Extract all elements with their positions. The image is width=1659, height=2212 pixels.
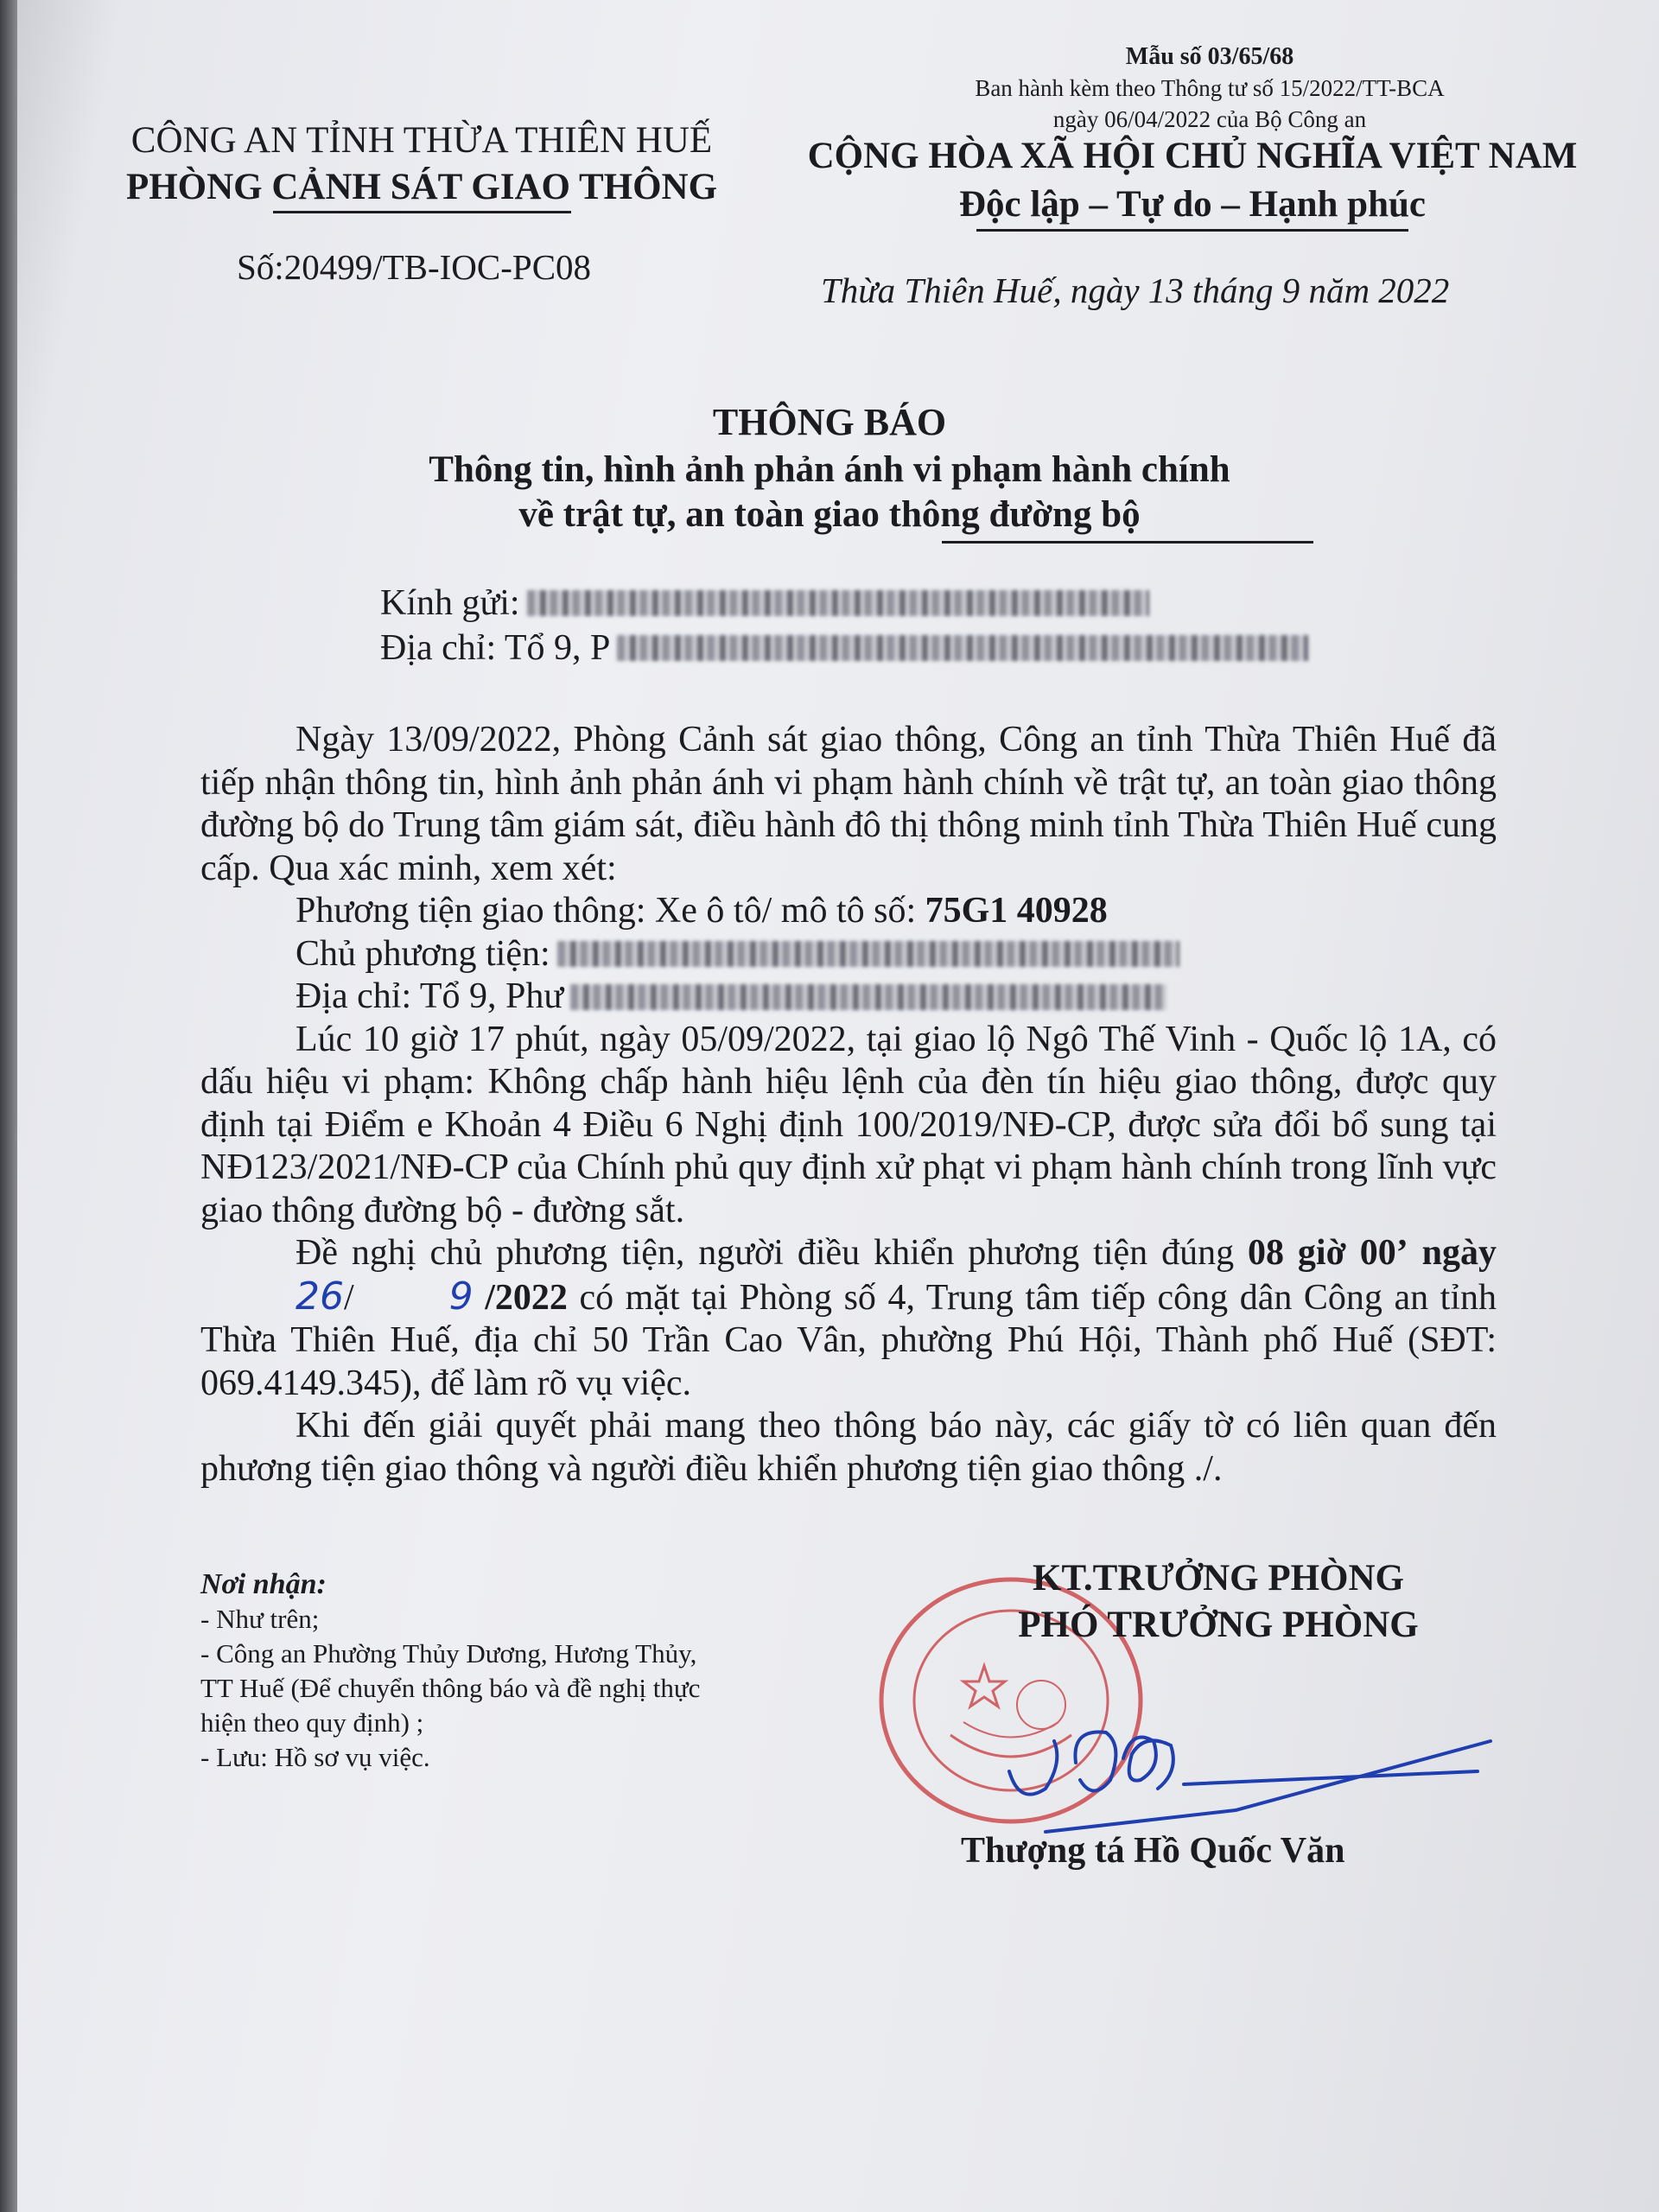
summons-text: Đề nghị chủ phương tiện, người điều khiển phương tiện đúng [296, 1233, 1248, 1273]
owner-label: Chủ phương tiện: [296, 933, 550, 974]
signature-block [916, 1555, 1521, 1649]
signature-title-2: PHÓ TRƯỞNG PHÒNG [1018, 1605, 1419, 1645]
recipient-item: - Công an Phường Thủy Dương, Hương Thủy, [200, 1638, 697, 1669]
place-date: Thừa Thiên Huế, ngày 13 tháng 9 năm 2022 [821, 270, 1450, 310]
notice-body [200, 719, 1497, 1491]
title-sub-1: Thông tin, hình ảnh phản ánh vi phạm hành chính [429, 449, 1230, 490]
recipient-item: hiện theo quy định) ; [200, 1707, 424, 1738]
national-header [743, 132, 1642, 232]
form-issued-by: Ban hành kèm theo Thông tư số 15/2022/TT-BCA [975, 75, 1445, 101]
handwritten-day: 26 [296, 1274, 344, 1319]
to-label: Kính gửi: [380, 583, 520, 623]
handwritten-signature [994, 1659, 1495, 1840]
form-issued-date: ngày 06/04/2022 của Bộ Công an [1052, 106, 1367, 132]
summons-location: có mặt tại Phòng số 4, Trung tâm tiếp công dân Công an tỉnh Thừa Thiên Huế, địa chỉ 50 Trần Cao Vân, phường Phú Hội, Thành phố Huế (SĐT: 069.4149.345), để làm rõ vụ việc. [200, 1277, 1497, 1403]
paragraph-summons [200, 1232, 1497, 1405]
owner-line [200, 933, 1497, 976]
vehicle-plate: 75G1 40928 [925, 891, 1108, 931]
issuer-underline [273, 211, 571, 213]
title-main: THÔNG BÁO [712, 401, 947, 443]
paragraph-instructions: Khi đến giải quyết phải mang theo thông báo này, các giấy tờ có liên quan đến phương tiện giao thông và người điều khiển phương tiện giao thông ./. [200, 1406, 1497, 1489]
handwritten-month: 9 [448, 1274, 474, 1319]
issuer-unit: PHÒNG CẢNH SÁT GIAO THÔNG [125, 167, 718, 207]
motto-underline [976, 229, 1408, 232]
redacted-recipient-name [527, 590, 1149, 616]
form-reference [899, 41, 1521, 135]
paragraph-violation: Lúc 10 giờ 17 phút, ngày 05/09/2022, tại giao lộ Ngô Thế Vinh - Quốc lộ 1A, có dấu hiệu vi phạm: Không chấp hành hiệu lệnh của đèn tín hiệu giao thông, được quy định tại Điểm e Khoản 4 Điều 6 Nghị định 100/2019/NĐ-CP, được sửa đổi bổ sung tại NĐ123/2021/NĐ-CP của Chính phủ quy định xử phạt vi phạm hành chính trong lĩnh vực giao thông đường bộ - đường sắt. [200, 1019, 1497, 1230]
paragraph-received: Ngày 13/09/2022, Phòng Cảnh sát giao thông, Công an tỉnh Thừa Thiên Huế đã tiếp nhận thông tin, hình ảnh phản ánh vi phạm hành chính về trật tự, an toàn giao thông đường bộ do Trung tâm giám sát, điều hành đô thị thông minh tỉnh Thừa Thiên Huế cung cấp. Qua xác minh, xem xét: [200, 720, 1497, 888]
owner-address-line [200, 976, 1497, 1019]
page-edge-shadow [0, 0, 17, 2212]
title-underline [942, 541, 1313, 543]
recipients-heading: Nơi nhận: [200, 1568, 327, 1600]
summons-day-label: ngày [1421, 1233, 1497, 1273]
national-motto: Độc lập – Tự do – Hạnh phúc [959, 184, 1426, 225]
redacted-owner-address [570, 984, 1166, 1010]
recipient-item: TT Huế (Để chuyển thông báo và đề nghị thực [200, 1673, 701, 1703]
issuer-agency: CÔNG AN TỈNH THỪA THIÊN HUẾ [130, 120, 713, 161]
issuer-header [111, 118, 733, 213]
recipient-block [380, 581, 1308, 671]
summons-time: 08 giờ 00’ [1247, 1233, 1408, 1273]
national-name: CỘNG HÒA XÃ HỘI CHỦ NGHĨA VIỆT NAM [807, 136, 1578, 176]
summons-year: /2022 [485, 1277, 568, 1318]
date-slash: / [344, 1277, 354, 1318]
redacted-recipient-address [617, 635, 1308, 661]
vehicle-line [200, 890, 1497, 933]
recipient-item: - Lưu: Hồ sơ vụ việc. [200, 1742, 430, 1772]
signer-name: Thượng tá Hồ Quốc Văn [961, 1831, 1345, 1871]
title-sub-2: về trật tự, an toàn giao thông đường bộ [518, 494, 1141, 535]
document-number: Số:20499/TB-IOC-PC08 [237, 247, 592, 287]
recipient-address-label: Địa chỉ: Tổ 9, P [380, 628, 611, 668]
form-code: Mẫu số 03/65/68 [1125, 43, 1294, 70]
document-title [259, 397, 1400, 543]
vehicle-label: Phương tiện giao thông: Xe ô tô/ mô tô số: [296, 891, 917, 931]
redacted-owner-name [557, 941, 1179, 967]
recipients-list [200, 1567, 700, 1775]
recipient-item: - Như trên; [200, 1604, 320, 1634]
signature-title-1: KT.TRƯỞNG PHÒNG [1033, 1558, 1404, 1599]
owner-address-label: Địa chỉ: Tổ 9, Phư [296, 976, 564, 1016]
